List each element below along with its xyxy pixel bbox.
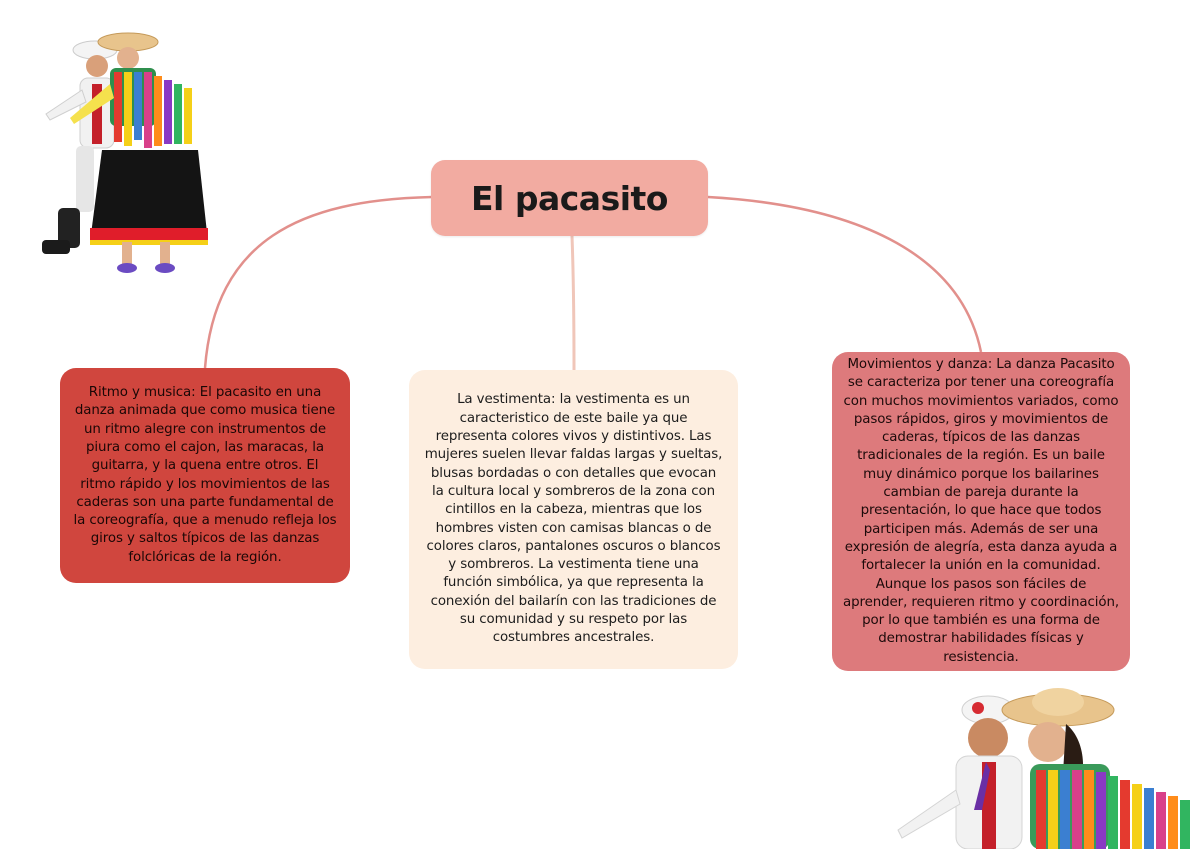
central-topic[interactable]: [431, 160, 708, 236]
topic-vestimenta[interactable]: [409, 370, 738, 669]
connector-right: [708, 197, 981, 352]
dancers-image-bottom-right: [890, 680, 1195, 849]
dancers-image-top-left: [40, 28, 212, 274]
topic-vestimenta-text: La vestimenta: la vestimenta es un caracteristico de este baile ya que representa colores vivos y distintivos. Las mujeres suelen llevar faldas largas y sueltas, blusas bordadas o con detalles que evocan la cultura local y sombreros de la zona con cintillos en la cabeza, mientras que los hombres visten con camisas blancas o de colores claros, pantalones oscuros o blancos y sombreros. La vestimenta tiene una función simbólica, ya que representa la conexión del bailarín con las tradiciones de su comunidad y su respeto por las costumbres ancestrales.: [424, 392, 723, 646]
topic-ritmo-y-musica[interactable]: [60, 368, 350, 583]
connector-left: [205, 197, 432, 368]
connector-center: [572, 236, 574, 370]
topic-movimientos-y-danza[interactable]: [832, 352, 1130, 671]
central-topic-title: El pacasito: [471, 178, 668, 218]
topic-ritmo-text: Ritmo y musica: El pacasito en una danza animada que como musica tiene un ritmo alegre con instrumentos de piura como el cajon, las maracas, la guitarra, y la quena entre otros. El ritmo rápido y los movimientos de las caderas son una parte fundamental de la coreografía, que a menudo refleja los giros y saltos típicos de las danzas folclóricas de la región.: [73, 385, 337, 565]
topic-movimientos-text: Movimientos y danza: La danza Pacasito se caracteriza por tener una coreografía con muchos movimientos variados, como pasos rápidos, giros y movimientos de caderas, típicos de las danzas tradicionales de la región. Es un baile muy dinámico porque los bailarines cambian de pareja durante la presentación, lo que hace que todos participen más. Además de ser una expresión de alegría, esta danza ayuda a fortalecer la unión en la comunidad. Aunque los pasos son fáciles de aprender, requieren ritmo y coordinación, por lo que también es una forma de demostrar habilidades físicas y resistencia.: [843, 356, 1119, 665]
